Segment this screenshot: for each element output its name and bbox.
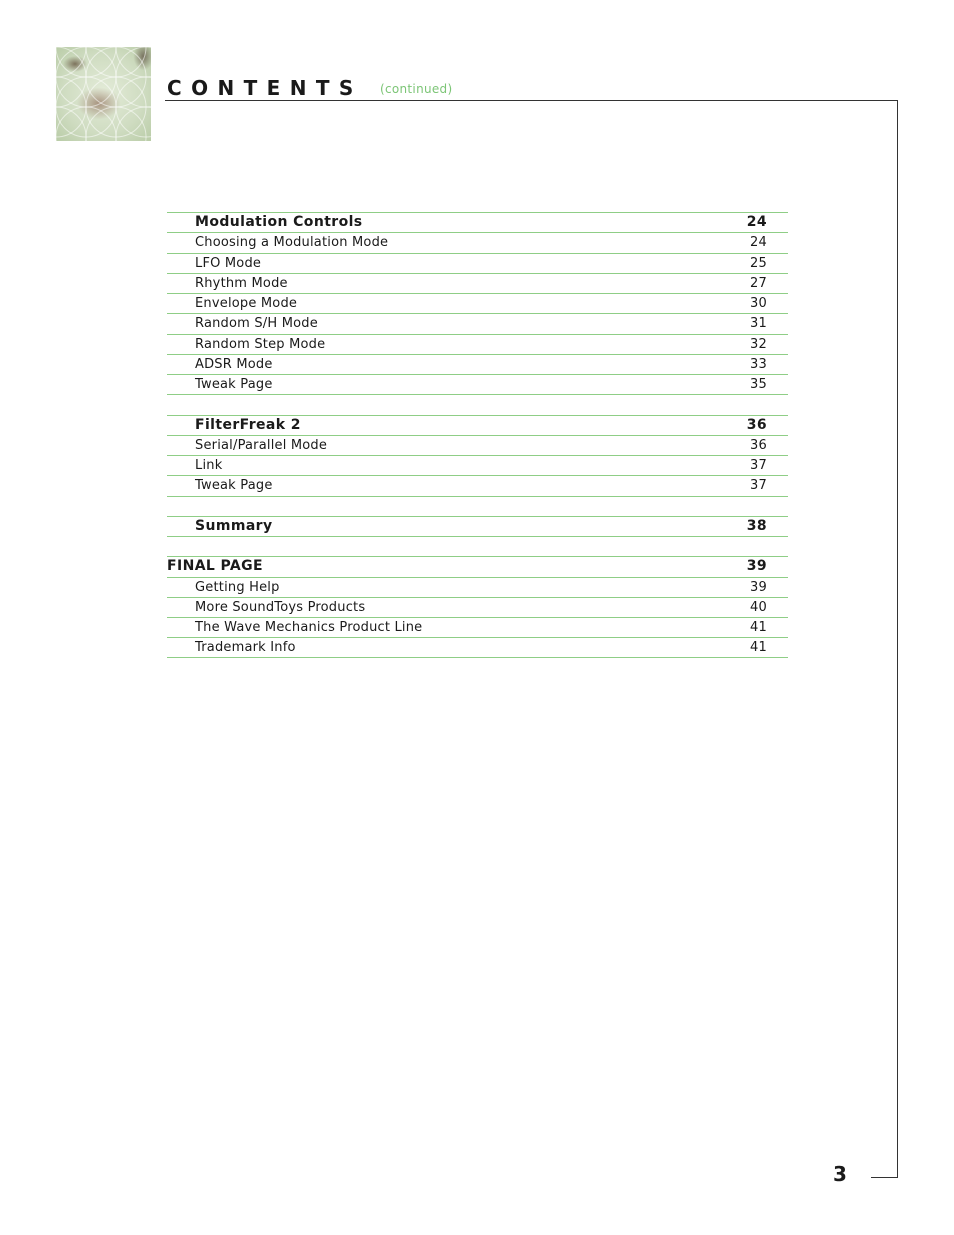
toc-row[interactable] — [167, 313, 788, 333]
toc-row[interactable] — [167, 577, 788, 597]
toc-entry-label: Random Step Mode — [195, 336, 326, 352]
toc-entry-label: Link — [195, 458, 223, 473]
corner-decorative-image — [56, 47, 151, 141]
toc-entry-label: Modulation Controls — [195, 214, 363, 230]
toc-entry-label: Tweak Page — [195, 478, 273, 494]
toc-entry-page: 40 — [750, 599, 767, 615]
toc-row[interactable] — [167, 617, 788, 637]
toc-entry-page: 39 — [746, 558, 767, 575]
toc-row[interactable] — [167, 637, 788, 657]
toc-entry-page: 24 — [750, 235, 767, 251]
toc-spacer-row — [167, 536, 788, 556]
toc-row[interactable] — [167, 232, 788, 252]
toc-row[interactable] — [167, 334, 788, 354]
toc-row[interactable] — [167, 253, 788, 273]
circle-pattern-graphic — [56, 47, 151, 141]
toc-entry-label: Choosing a Modulation Mode — [195, 235, 389, 251]
toc-row[interactable] — [167, 273, 788, 293]
toc-entry-label: Random S/H Mode — [195, 316, 318, 332]
toc-entry-label: Serial/Parallel Mode — [195, 437, 328, 453]
toc-entry-page: 38 — [746, 517, 767, 534]
toc-entry-page: 25 — [750, 255, 767, 271]
toc-entry-page: 37 — [750, 478, 767, 494]
toc-entry-label: Getting Help — [195, 579, 280, 595]
toc-entry-page: 39 — [750, 579, 767, 595]
toc-row[interactable] — [167, 435, 788, 455]
toc-entry-label: Trademark Info — [195, 640, 296, 656]
toc-entry-page: 36 — [746, 416, 767, 433]
toc-row[interactable] — [167, 374, 788, 394]
frame-top-rule — [165, 100, 898, 101]
toc-entry-page: 30 — [750, 296, 767, 311]
page-title: CONTENTS — [167, 76, 363, 100]
toc-row[interactable] — [167, 516, 788, 536]
toc-entry-page: 32 — [750, 336, 767, 352]
toc-entry-label: LFO Mode — [195, 255, 262, 271]
table-of-contents — [167, 212, 788, 658]
toc-entry-page: 33 — [750, 356, 767, 372]
toc-row[interactable] — [167, 597, 788, 617]
page-number: 3 — [833, 1162, 847, 1186]
toc-spacer-row — [167, 394, 788, 414]
toc-row[interactable] — [167, 475, 788, 495]
toc-entry-page: 31 — [750, 316, 767, 332]
toc-entry-label: FilterFreak 2 — [195, 416, 301, 433]
toc-row[interactable] — [167, 455, 788, 475]
toc-row[interactable] — [167, 293, 788, 313]
toc-entry-page: 36 — [750, 437, 767, 453]
toc-entry-label: Summary — [195, 517, 273, 534]
toc-entry-page: 37 — [750, 458, 767, 473]
toc-entry-page: 24 — [746, 214, 767, 230]
toc-entry-label: Envelope Mode — [195, 296, 298, 311]
toc-entry-label: Rhythm Mode — [195, 275, 288, 291]
toc-row[interactable] — [167, 354, 788, 374]
toc-entry-page: 41 — [750, 640, 767, 656]
toc-entry-page: 41 — [750, 620, 767, 635]
page-subtitle: (continued) — [380, 82, 453, 96]
frame-right-rule — [897, 100, 898, 1178]
toc-entry-label: More SoundToys Products — [195, 599, 366, 615]
toc-row[interactable] — [167, 415, 788, 435]
toc-spacer-row — [167, 496, 788, 516]
toc-entry-label: Tweak Page — [195, 377, 273, 392]
toc-row[interactable] — [167, 556, 788, 576]
toc-entry-page: 27 — [750, 275, 767, 291]
toc-row[interactable] — [167, 212, 788, 232]
toc-entry-label: FINAL PAGE — [167, 558, 263, 575]
toc-entry-page: 35 — [750, 377, 767, 392]
toc-entry-label: The Wave Mechanics Product Line — [195, 620, 423, 635]
toc-entry-label: ADSR Mode — [195, 356, 273, 372]
frame-bottom-rule — [871, 1177, 898, 1178]
